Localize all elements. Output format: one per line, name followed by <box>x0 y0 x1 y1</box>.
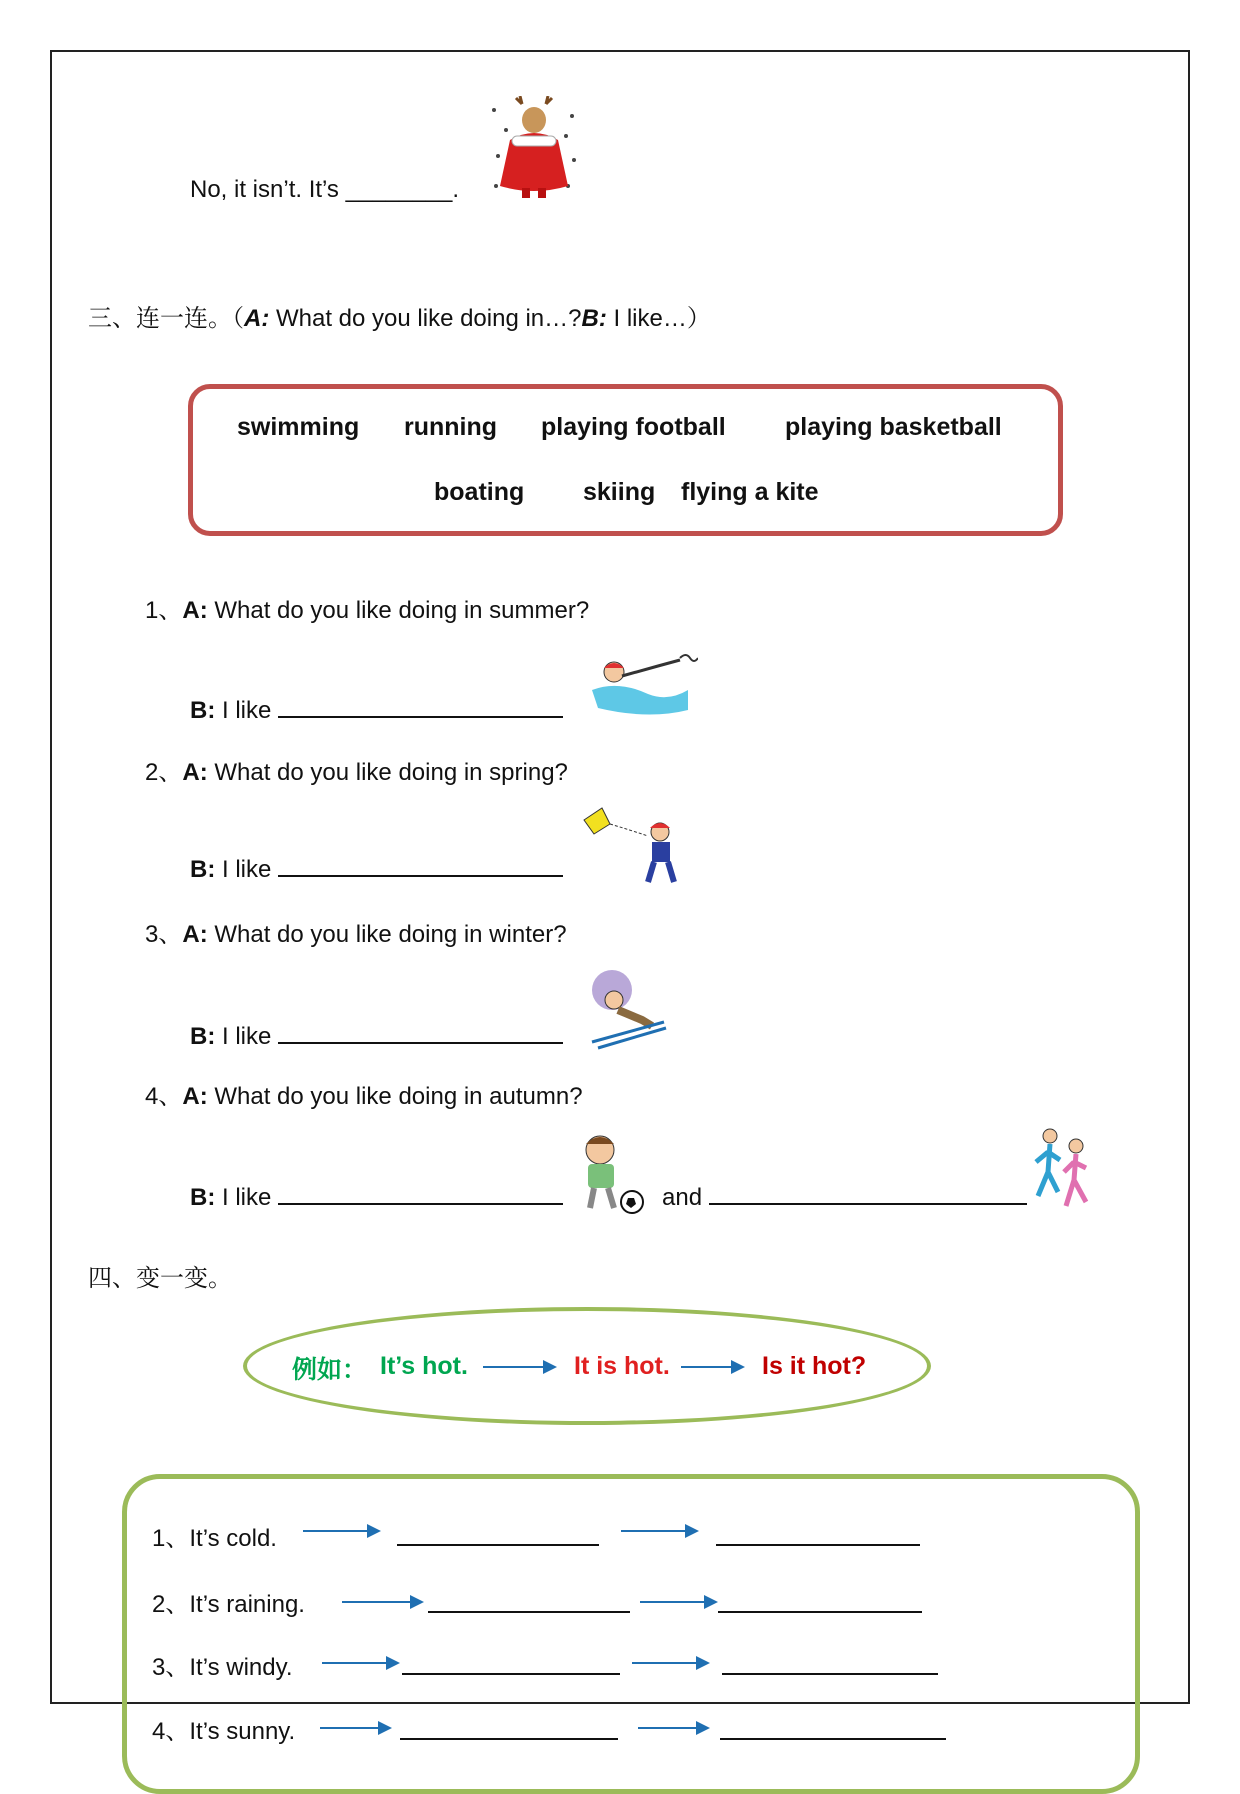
question-text: What do you like doing in autumn? <box>207 1083 583 1110</box>
football-boy-icon <box>574 1132 654 1216</box>
skier-icon <box>582 966 668 1050</box>
answer-blank[interactable] <box>278 853 563 877</box>
item-text: It’s windy. <box>189 1654 293 1681</box>
question-text: What do you like doing in winter? <box>207 921 567 948</box>
answer-blank[interactable] <box>278 694 563 718</box>
b-label: B: <box>581 305 607 332</box>
section4-title: 四、变一变。 <box>88 1265 232 1292</box>
snow-reindeer-icon <box>488 96 580 200</box>
arrow-icon <box>322 1662 398 1664</box>
a-label: A: <box>182 597 208 624</box>
question-text: What do you like doing in spring? <box>207 759 568 786</box>
b-label: B: <box>190 1184 216 1211</box>
item-2-blank-2[interactable] <box>718 1589 922 1613</box>
arrow-icon <box>640 1601 716 1603</box>
running-couple-icon <box>1032 1126 1094 1218</box>
exercise-item-4 <box>152 1711 295 1746</box>
question-text: What do you like doing in summer? <box>207 597 590 624</box>
answer-prefix: I like <box>215 856 272 883</box>
b-label: B: <box>190 1023 216 1050</box>
arrow-icon <box>483 1366 555 1368</box>
and-label: and <box>662 1184 703 1211</box>
word-bank-box <box>188 384 1063 536</box>
b-text: I like…） <box>606 305 711 332</box>
a-label: A: <box>182 1083 208 1110</box>
item-text: It’s raining. <box>189 1591 305 1618</box>
answer-prefix: I like <box>215 1023 272 1050</box>
answer-blank[interactable] <box>278 1020 563 1044</box>
question-2 <box>145 752 568 787</box>
arrow-icon <box>303 1530 379 1532</box>
b-label: B: <box>190 697 216 724</box>
a-label: A: <box>182 759 208 786</box>
item-number: 2、 <box>152 1591 190 1618</box>
exercise-item-1 <box>152 1518 277 1553</box>
answer-2 <box>190 853 563 884</box>
a-text: What do you like doing in…? <box>269 305 582 332</box>
item-1-blank-2[interactable] <box>716 1522 920 1546</box>
exercise-item-2 <box>152 1584 305 1619</box>
answer-1 <box>190 694 563 725</box>
item-text: It’s cold. <box>189 1525 277 1552</box>
question-number: 2、 <box>145 759 183 786</box>
example-sentence-2: It is hot. <box>574 1352 670 1380</box>
question-1 <box>145 590 589 625</box>
arrow-icon <box>681 1366 743 1368</box>
answer-blank-2[interactable] <box>709 1181 1027 1205</box>
kite-flyer-icon <box>580 806 692 888</box>
word-flying-a-kite: flying a kite <box>681 478 819 506</box>
item-1-blank-1[interactable] <box>397 1522 599 1546</box>
arrow-icon <box>621 1530 697 1532</box>
answer-prefix: I like <box>215 1184 272 1211</box>
question-3 <box>145 914 567 949</box>
word-swimming: swimming <box>237 413 360 441</box>
question-number: 4、 <box>145 1083 183 1110</box>
answer-prefix: I like <box>215 697 272 724</box>
word-running: running <box>404 413 498 441</box>
answer-blank[interactable] <box>278 1181 563 1205</box>
word-boating: boating <box>434 478 525 506</box>
item-number: 4、 <box>152 1718 190 1745</box>
b-label: B: <box>190 856 216 883</box>
arrow-icon <box>638 1727 708 1729</box>
item-number: 3、 <box>152 1654 190 1681</box>
arrow-icon <box>632 1662 708 1664</box>
example-sentence-1: It’s hot. <box>380 1352 468 1380</box>
item-number: 1、 <box>152 1525 190 1552</box>
section3-title-prefix: 三、连一连。（ <box>88 305 244 332</box>
a-label: A: <box>244 305 270 332</box>
item-4-blank-1[interactable] <box>400 1716 618 1740</box>
example-sentence-3: Is it hot? <box>762 1352 867 1380</box>
answer-3 <box>190 1020 563 1051</box>
swimmer-icon <box>588 650 698 716</box>
example-label: 例如： <box>292 1356 368 1384</box>
arrow-icon <box>342 1601 422 1603</box>
exercise-item-3 <box>152 1647 293 1682</box>
answer-line: No, it isn’t. It’s ________. <box>190 176 460 203</box>
section3-title <box>88 298 711 333</box>
arrow-icon <box>320 1727 390 1729</box>
question-number: 1、 <box>145 597 183 624</box>
a-label: A: <box>182 921 208 948</box>
word-playing-football: playing football <box>541 413 726 441</box>
item-2-blank-1[interactable] <box>428 1589 630 1613</box>
answer-4-second <box>662 1181 1027 1212</box>
word-skiing: skiing <box>583 478 656 506</box>
item-text: It’s sunny. <box>189 1718 296 1745</box>
item-3-blank-1[interactable] <box>402 1651 620 1675</box>
question-4 <box>145 1076 583 1111</box>
item-4-blank-2[interactable] <box>720 1716 946 1740</box>
item-3-blank-2[interactable] <box>722 1651 938 1675</box>
word-playing-basketball: playing basketball <box>785 413 1002 441</box>
answer-4 <box>190 1181 563 1212</box>
question-number: 3、 <box>145 921 183 948</box>
